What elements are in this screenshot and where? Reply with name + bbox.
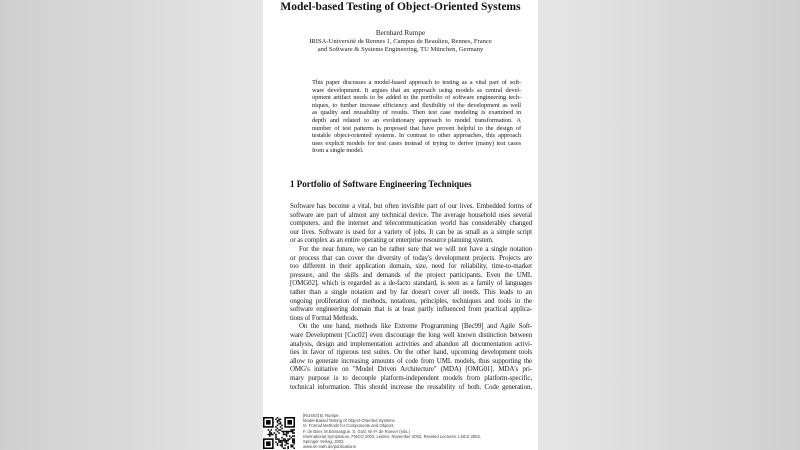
abstract-line: depth and related to an evolutionary approach to model transformation. A [312, 117, 521, 124]
body-line: OMG's initiative on "Model Driven Architecture" (MDA) [OMG01]. MDA's pri- [290, 365, 532, 374]
abstract-line: uses explicit models for test cases instead of trying to derive (many) test cases [312, 139, 521, 147]
qr-code [263, 417, 295, 449]
body-line: [OMG02], which is regarded as a de-facto standard, is seen as a family of languages [290, 279, 532, 288]
body-line: too different in their application domain, size, need for reliability, time-to-market [290, 262, 532, 271]
document-page [263, 0, 538, 450]
citation-line: Springer Verlag, 2003. [303, 439, 345, 444]
viewer-background-left [0, 0, 263, 450]
author-name: Bernhard Rumpe [375, 29, 426, 37]
section-heading: 1 Portfolio of Software Engineering Techniques [290, 179, 472, 189]
body-line: ware Development [Coc02] even discourage the long well known distinction between [290, 331, 532, 339]
body-line: software engineering domain that is at least partly influenced from practical applica- [290, 305, 532, 314]
citation-line: Model-Based Testing of Object-Oriented Systems. [303, 418, 396, 424]
abstract-line: from a single model. [312, 147, 364, 155]
citation-line: www.se-rwth.de/publications [303, 444, 356, 450]
abstract-line: niques, to further increase efficiency and flexibility of the development as well [312, 101, 521, 109]
body-line: software are part of almost any technical device. The average household uses several [290, 210, 532, 219]
body-line: mary purpose is to decouple platform-independent models from platform-specific, [290, 374, 532, 382]
abstract-line: opment artifact needs to be added to the portfolio of software engineering tech- [312, 94, 521, 102]
viewer-background-right [538, 0, 800, 450]
body-line: analysis, design and implementation activities and abandon all documentation activi- [290, 339, 532, 348]
abstract-line: as quality and reusability of results. Then test case modeling is examined in [312, 109, 521, 117]
affiliation-line: IRISA-Université de Rennes 1, Campus de Beaulieu, Rennes, France [309, 38, 492, 45]
body-line: tions of Formal Methods. [290, 313, 359, 322]
body-line: For the near future, we can be rather sure that we will not have a single notation [299, 245, 532, 253]
affiliation-line: and Software & Systems Engineering, TU München, Germany [317, 46, 484, 53]
body-line: computers, and the internet and telecommunication world has considerably changed [290, 219, 532, 228]
paper-title: Model-based Testing of Object-Oriented Systems [280, 1, 521, 13]
abstract-line: number of test patterns is proposed that have proven helpful to the design of [312, 124, 521, 132]
body-line: technical information. This should increase the reusability of both. Code generation, [290, 382, 532, 391]
abstract-line: ware development. It argues that an approach using models as central devel- [312, 86, 521, 94]
citation-line: In: Formal Methods for Components and Objects [303, 423, 394, 429]
abstract-line: testable object-oriented systems. In contrast to other approaches, this approach [312, 132, 521, 140]
body-line: or process that can cover the diversity of today's development projects. Projects are [290, 253, 532, 262]
body-line: rather than a single notation and by far doesn't cover all needs. This leads to an [290, 288, 532, 296]
body-line: or as complex as an entire operating or enterprise resource planning system. [290, 236, 494, 245]
body-line: ties in favor of rigorous test suites. On the other hand, upcoming development tools [290, 348, 532, 357]
abstract-line: This paper discusses a model-based approach to testing as a vital part of soft- [312, 79, 521, 86]
body-line: allow to generate increasing amounts of code from UML models, thus supporting the [290, 356, 532, 365]
body-line: Software has become a vital, but often invisible part of our lives. Embedded forms of [290, 202, 532, 210]
citation-line: International Symposium, FMCO 2002, Leiden, November 2002, Revised Lectures. LNCS 2852, [303, 433, 482, 439]
citation-line: F. de Boer, M.Bonsangue, S. Graf, W.-P. de Roever (eds.) [303, 428, 410, 434]
body-line: On the one hand, methods like Extreme Programming [Bec99] and Agile Soft- [299, 322, 532, 331]
citation-line: [Rum03] B. Rumpe. [303, 413, 340, 418]
body-line: our lives. Software is used for a variety of jobs. It can be as small as a simple script [290, 227, 532, 236]
body-line: ongoing proliferation of methods, notations, principles, techniques and tools in the [290, 296, 532, 305]
body-line: pressure, and the skills and demands of the project participants. Even the UML [290, 270, 532, 279]
